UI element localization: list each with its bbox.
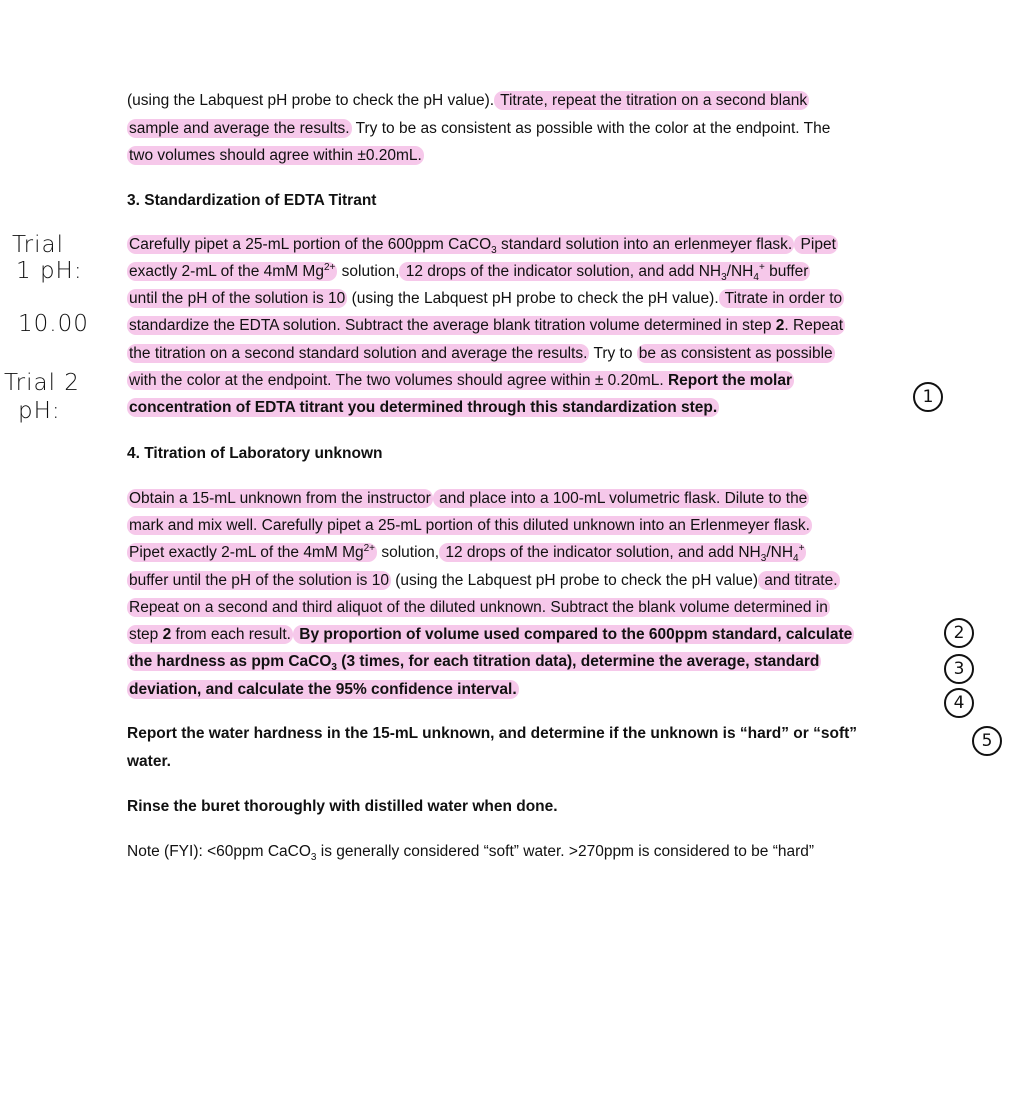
highlight-span: concentration of EDTA titrant you determined through this standardization step. <box>129 399 718 416</box>
s4-line-3 <box>127 543 806 563</box>
highlight-span: Pipet exactly 2-mL of the 4mM $Mg^{2+}$ <box>129 542 376 561</box>
highlight-span: standardize the EDTA solution. Subtract the average blank titration volume determined in step 2. Repeat <box>129 317 844 334</box>
highlight-span: two volumes should agree within ±0.20mL. <box>129 147 422 164</box>
intro-line-2 <box>127 119 830 139</box>
text-span: (using the Labquest pH probe to check the pH value) <box>390 572 758 589</box>
s3-line-3 <box>127 289 844 309</box>
s4-line-4 <box>127 571 840 591</box>
handwriting-trial2-ph: pH: <box>18 398 61 424</box>
highlight-span: mark and mix well. Carefully pipet a 25-mL portion of this diluted unknown into an Erlenmeyer flask. <box>129 517 810 534</box>
highlight-span: step 2 from each result. <box>129 626 291 643</box>
highlight-span: sample and average the results. <box>129 120 350 137</box>
s3-line-7 <box>127 398 719 418</box>
highlight-span: be as consistent as possible <box>638 345 833 362</box>
highlight-span: the hardness as ppm CaCO$_3$ (3 times, for each titration data), determine the average, standard <box>129 653 820 674</box>
text-span: (using the Labquest pH probe to check the pH value). <box>127 92 495 109</box>
section-4-heading: 4. Titration of Laboratory unknown <box>127 445 383 462</box>
s3-line-5 <box>127 344 835 364</box>
s3-line-4 <box>127 316 845 336</box>
s4-line-1 <box>127 489 809 509</box>
s3-line-1 <box>127 235 838 255</box>
highlight-span: until the pH of the solution is 10 <box>129 290 346 307</box>
text-span: solution, <box>337 263 400 280</box>
text-span: solution, <box>377 544 440 561</box>
highlight-span: Obtain a 15-mL unknown from the instructor <box>129 490 431 507</box>
text-span: (using the Labquest pH probe to check the pH value). <box>347 290 719 307</box>
handwriting-trial1-value: 10.00 <box>18 311 89 337</box>
highlight-span: the titration on a second standard solution and average the results. <box>129 345 588 362</box>
highlight-span: Carefully pipet a 25-mL portion of the 600ppm CaCO$_3$ standard solution into an erlenmeyer flask. <box>129 236 793 257</box>
highlight-span: By proportion of volume used compared to the 600ppm standard, calculate <box>294 626 853 643</box>
highlight-span: with the color at the endpoint. The two volumes should agree within ± 0.20mL. Report the molar <box>129 372 792 389</box>
highlight-span: deviation, and calculate the 95% confidence interval. <box>129 681 517 698</box>
s4-line-8 <box>127 680 519 700</box>
highlight-span: Titrate in order to <box>720 290 843 307</box>
handwriting-trial1-label: Trial <box>12 232 64 258</box>
highlight-span: Titrate, repeat the titration on a second blank <box>496 92 808 109</box>
report-line-1: Report the water hardness in the 15-mL unknown, and determine if the unknown is “hard” or “soft” <box>127 725 858 742</box>
handwriting-trial1-ph: 1 pH: <box>16 258 83 284</box>
circled-number-5: 5 <box>972 726 1002 756</box>
circled-number-3: 3 <box>944 654 974 684</box>
handwriting-trial2-label: Trial 2 <box>4 370 80 396</box>
report-line-2: water. <box>127 753 171 770</box>
note-line: Note (FYI): <60ppm CaCO$_3$ is generally considered “soft” water. >270ppm is considered to be “hard” <box>127 843 815 864</box>
text-span: Try to <box>589 345 637 362</box>
highlight-span: 12 drops of the indicator solution, and add $NH_3/NH_4^+$ <box>441 542 805 565</box>
s3-line-2 <box>127 262 810 282</box>
circled-number-1: 1 <box>913 382 943 412</box>
highlight-span: Repeat on a second and third aliquot of the diluted unknown. Subtract the blank volume determined in <box>129 599 828 616</box>
s4-line-5 <box>127 598 830 618</box>
highlight-span: and place into a 100-mL volumetric flask. Dilute to the <box>434 490 808 507</box>
highlight-span: buffer until the pH of the solution is 10 <box>129 572 389 589</box>
text-span: Try to be as consistent as possible with the color at the endpoint. The <box>351 120 831 137</box>
highlight-span: Pipet <box>796 236 836 253</box>
highlight-span: 12 drops of the indicator solution, and add $NH_3/NH_4^+$ buffer <box>401 261 809 284</box>
rinse-instruction: Rinse the buret thoroughly with distilled water when done. <box>127 798 558 815</box>
s3-line-6 <box>127 371 794 391</box>
circled-number-4: 4 <box>944 688 974 718</box>
s4-line-2 <box>127 516 812 536</box>
circled-number-2: 2 <box>944 618 974 648</box>
highlight-span: and titrate. <box>760 572 838 589</box>
highlight-span: exactly 2-mL of the 4mM $Mg^{2+}$ <box>129 261 336 280</box>
intro-line-1 <box>127 91 809 111</box>
intro-line-3 <box>127 146 424 166</box>
section-3-heading: 3. Standardization of EDTA Titrant <box>127 192 377 209</box>
s4-line-7 <box>127 652 821 672</box>
s4-line-6 <box>127 625 854 645</box>
